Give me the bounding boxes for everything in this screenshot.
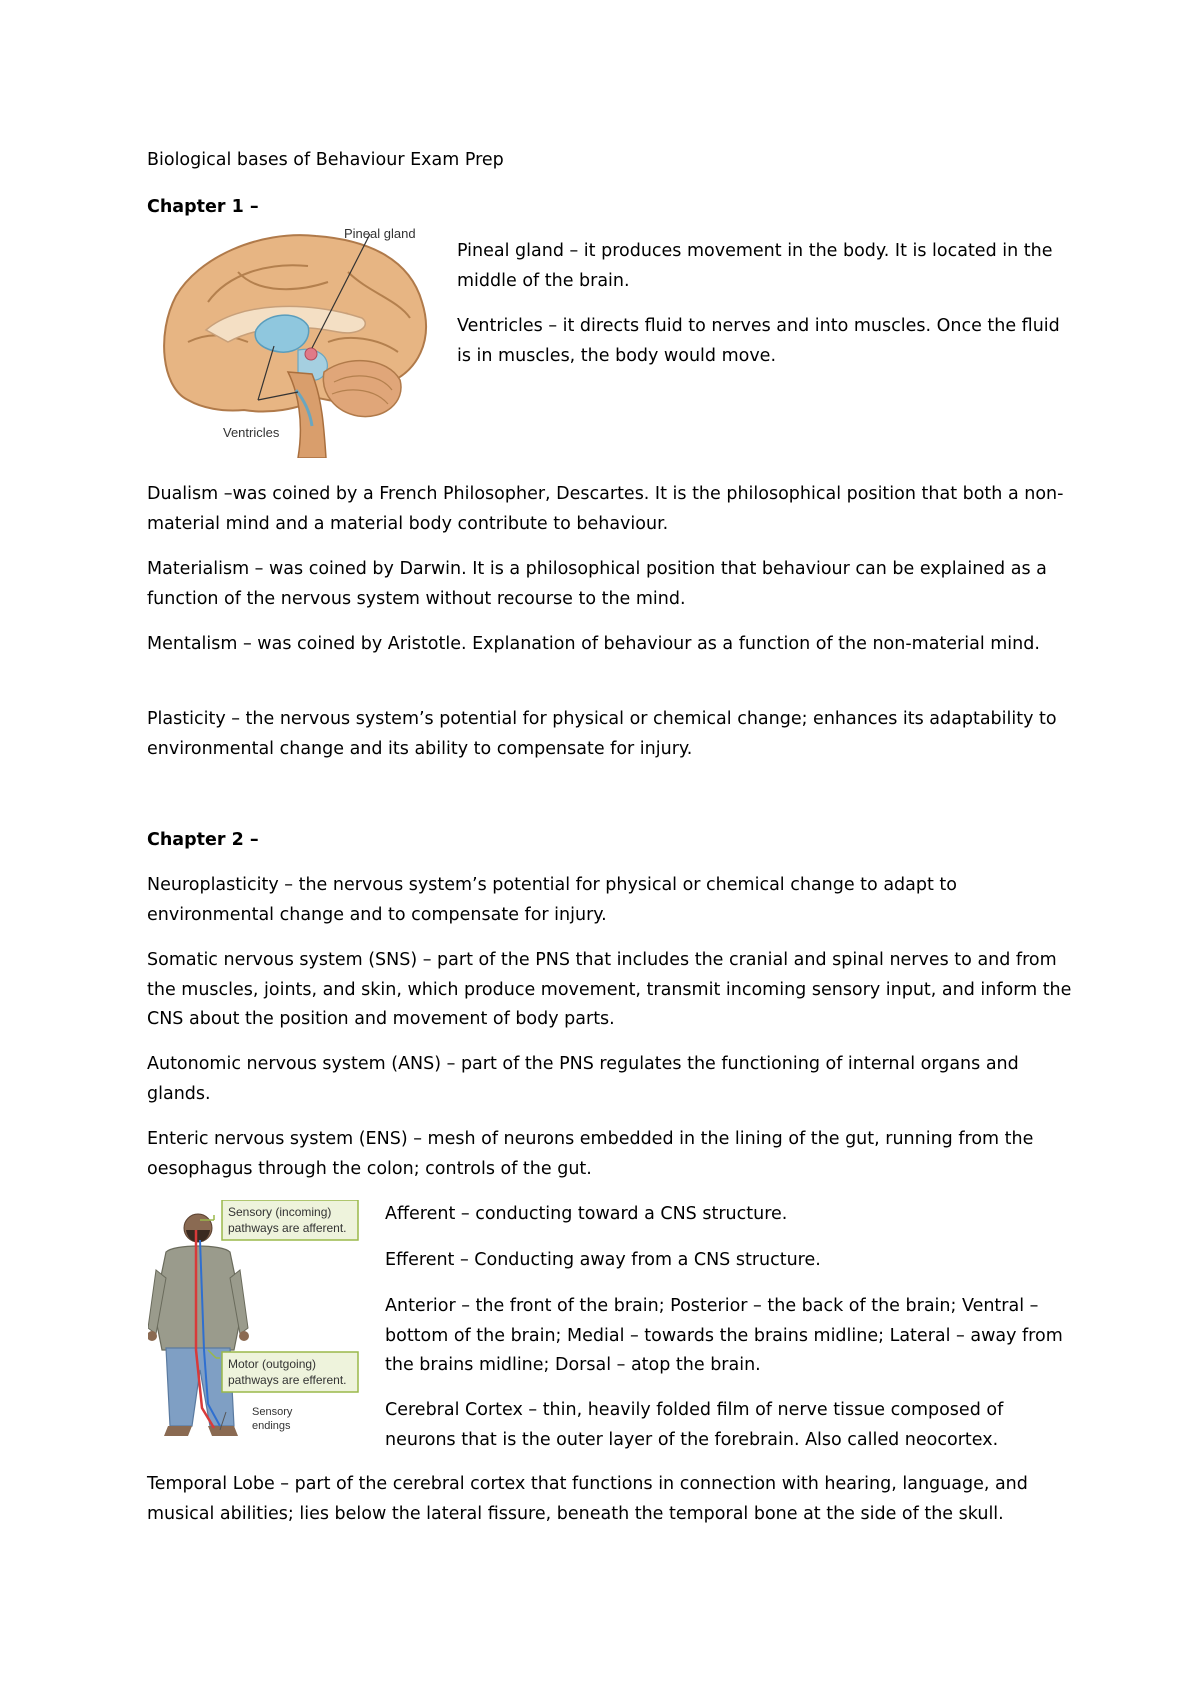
materialism-paragraph: Materialism – was coined by Darwin. It is a philosophical position that behaviour can be explained as a function of the nervous system without recourse to the mind.	[147, 559, 1047, 609]
neuroplasticity-paragraph: Neuroplasticity – the nervous system’s potential for physical or chemical change to adapt to environmental change and to compensate for injury.	[147, 875, 957, 925]
sensory-pathway-label-line-1: Sensory (incoming)	[228, 1205, 332, 1219]
afferent-definition: Afferent – conducting toward a CNS structure.	[385, 1204, 788, 1224]
chapter-1-heading: Chapter 1 –	[147, 197, 259, 217]
plasticity-paragraph: Plasticity – the nervous system’s potential for physical or chemical change; enhances its adaptability to environmental change and its ability to compensate for injury.	[147, 709, 1057, 759]
ans-paragraph: Autonomic nervous system (ANS) – part of the PNS regulates the functioning of internal organs and glands.	[147, 1054, 1019, 1104]
motor-pathway-label-line-1: Motor (outgoing)	[228, 1357, 317, 1371]
sensory-endings-label-line-2: endings	[252, 1420, 291, 1432]
temporal-lobe-paragraph: Temporal Lobe – part of the cerebral cortex that functions in connection with hearing, language, and musical abilities; lies below the lateral fissure, beneath the temporal bone at the side of the skull.	[147, 1474, 1028, 1524]
ens-paragraph: Enteric nervous system (ENS) – mesh of neurons embedded in the lining of the gut, running from the oesophagus through the colon; controls of the gut.	[147, 1129, 1034, 1179]
mentalism-paragraph: Mentalism – was coined by Aristotle. Explanation of behaviour as a function of the non-material mind.	[147, 634, 1040, 654]
sensory-pathway-label-line-2: pathways are afferent.	[228, 1221, 347, 1235]
ventricles-label: Ventricles	[223, 425, 280, 440]
directions-definition: Anterior – the front of the brain; Posterior – the back of the brain; Ventral – bottom of the brain; Medial – towards the brains midline; Lateral – away from the brains midline; Dorsal – atop the brain.	[385, 1296, 1063, 1375]
nervous-pathway-figure	[148, 1200, 370, 1442]
pineal-gland-label: Pineal gland	[344, 226, 416, 241]
efferent-definition: Efferent – Conducting away from a CNS structure.	[385, 1250, 821, 1270]
ventricles-definition: Ventricles – it directs fluid to nerves and into muscles. Once the fluid is in muscles, the body would move.	[457, 316, 1060, 366]
cerebral-cortex-definition: Cerebral Cortex – thin, heavily folded film of nerve tissue composed of neurons that is the outer layer of the forebrain. Also called neocortex.	[385, 1400, 1004, 1450]
motor-pathway-label-line-2: pathways are efferent.	[228, 1373, 347, 1387]
pineal-gland-definition: Pineal gland – it produces movement in the body. It is located in the middle of the brain.	[457, 241, 1053, 291]
dualism-paragraph: Dualism –was coined by a French Philosopher, Descartes. It is the philosophical position that both a non-material mind and a material body contribute to behaviour.	[147, 484, 1064, 534]
chapter-2-heading: Chapter 2 –	[147, 830, 259, 850]
sensory-endings-label-line-1: Sensory	[252, 1406, 293, 1418]
sns-paragraph: Somatic nervous system (SNS) – part of the PNS that includes the cranial and spinal nerves to and from the muscles, joints, and skin, which produce movement, transmit incoming sensory input, and inform the CNS about the position and movement of body parts.	[147, 950, 1072, 1029]
document-title: Biological bases of Behaviour Exam Prep	[147, 150, 504, 170]
brain-figure	[148, 222, 446, 458]
